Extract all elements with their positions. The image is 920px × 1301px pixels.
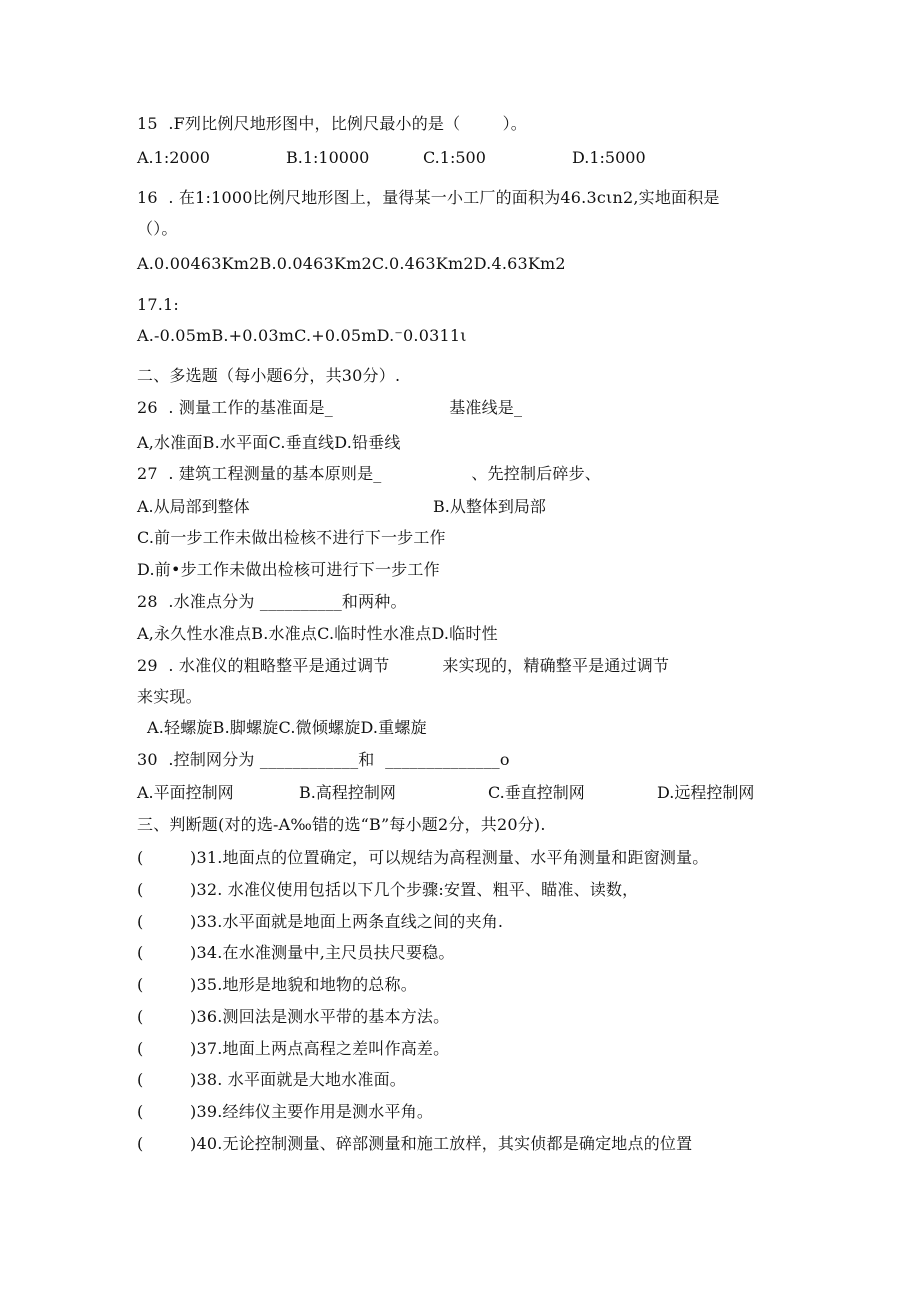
answer-paren: ( <box>137 1070 144 1089</box>
q28-stem: 28 .水准点分为 __________和两种。 <box>137 592 407 611</box>
judge-item: )32. 水准仪使用包括以下几个步骤:安置、粗平、瞄准、读数， <box>190 880 639 899</box>
q15-option-c: C.1:500 <box>423 148 486 167</box>
judge-item: )37.地面上两点高程之差叫作高差。 <box>190 1039 450 1058</box>
q29-options: A.轻螺旋B.脚螺旋C.微倾螺旋D.重螺旋 <box>147 718 427 737</box>
answer-paren: ( <box>137 1102 144 1121</box>
answer-paren: ( <box>137 912 144 931</box>
q27-option-c: C.前一步工作未做出检核不进行下一步工作 <box>137 528 446 547</box>
q26-stem: 26 . 测量工作的基准面是_ 基准线是_ <box>137 398 523 417</box>
q17-stem: 17.1: <box>137 295 180 314</box>
q29-stem: 29 . 水准仪的粗略整平是通过调节 来实现的，精确整平是通过调节 <box>137 656 670 675</box>
q17-options: A.-0.05mB.+0.03mC.+0.05mD.⁻0.0311ι <box>137 326 467 345</box>
q30-option-c: C.垂直控制网 <box>488 783 585 802</box>
answer-paren: ( <box>137 1134 144 1153</box>
section3-heading: 三、判断题(对的选-A‰错的选“B”每小题2分，共20分). <box>137 815 546 834</box>
section2-heading: 二、多选题（每小题6分，共30分）. <box>137 366 401 385</box>
q30-option-d: D.远程控制网 <box>657 783 755 802</box>
q27-stem: 27 . 建筑工程测量的基本原则是_ 、先控制后碎步、 <box>137 464 601 483</box>
q30-stem: 30 .控制网分为 ____________和 ______________o <box>137 750 510 769</box>
q15-option-d: D.1:5000 <box>572 148 646 167</box>
answer-paren: ( <box>137 848 144 867</box>
q15-option-b: B.1:10000 <box>286 148 370 167</box>
answer-paren: ( <box>137 1039 144 1058</box>
judge-item: )36.测回法是测水平带的基本方法。 <box>190 1007 450 1026</box>
judge-item: )34.在水准测量中,主尺员扶尺要稳。 <box>190 943 455 962</box>
q26-options: A,水准面B.水平面C.垂直线D.铅垂线 <box>137 433 401 452</box>
q28-options: A,永久性水准点B.水准点C.临时性水准点D.临时性 <box>137 624 498 643</box>
judge-item: )33.水平面就是地面上两条直线之间的夹角. <box>190 912 504 931</box>
judge-item: )38. 水平面就是大地水准面。 <box>190 1070 406 1089</box>
answer-paren: ( <box>137 975 144 994</box>
q27-option-b: B.从整体到局部 <box>433 497 546 516</box>
q16-stem-line1: 16 . 在1:1000比例尺地形图上，量得某一小工厂的面积为46.3cιn2,实地面积是 <box>137 188 720 207</box>
q27-option-a: A.从局部到整体 <box>137 497 250 516</box>
judge-item: )39.经纬仪主要作用是测水平角。 <box>190 1102 434 1121</box>
q30-option-b: B.高程控制网 <box>299 783 396 802</box>
q29-stem-continued: 来实现。 <box>137 687 202 706</box>
answer-paren: ( <box>137 880 144 899</box>
judge-item: )40.无论控制测量、碎部测量和施工放样，其实侦都是确定地点的位置 <box>190 1134 693 1153</box>
answer-paren: ( <box>137 943 144 962</box>
q27-option-d: D.前•步工作未做出检核可进行下一步工作 <box>137 560 440 579</box>
judge-item: )31.地面点的位置确定，可以规结为高程测量、水平角测量和距窗测量。 <box>190 848 709 867</box>
q30-option-a: A.平面控制网 <box>137 783 234 802</box>
answer-paren: ( <box>137 1007 144 1026</box>
q15-option-a: A.1:2000 <box>137 148 210 167</box>
q16-options: A.0.00463Km2B.0.0463Km2C.0.463Km2D.4.63Km2 <box>137 254 566 273</box>
q16-stem-line2: （）。 <box>137 219 178 238</box>
judge-item: )35.地形是地貌和地物的总称。 <box>190 975 417 994</box>
q15-stem: 15 .F列比例尺地形图中，比例尺最小的是（ ）。 <box>137 114 528 133</box>
